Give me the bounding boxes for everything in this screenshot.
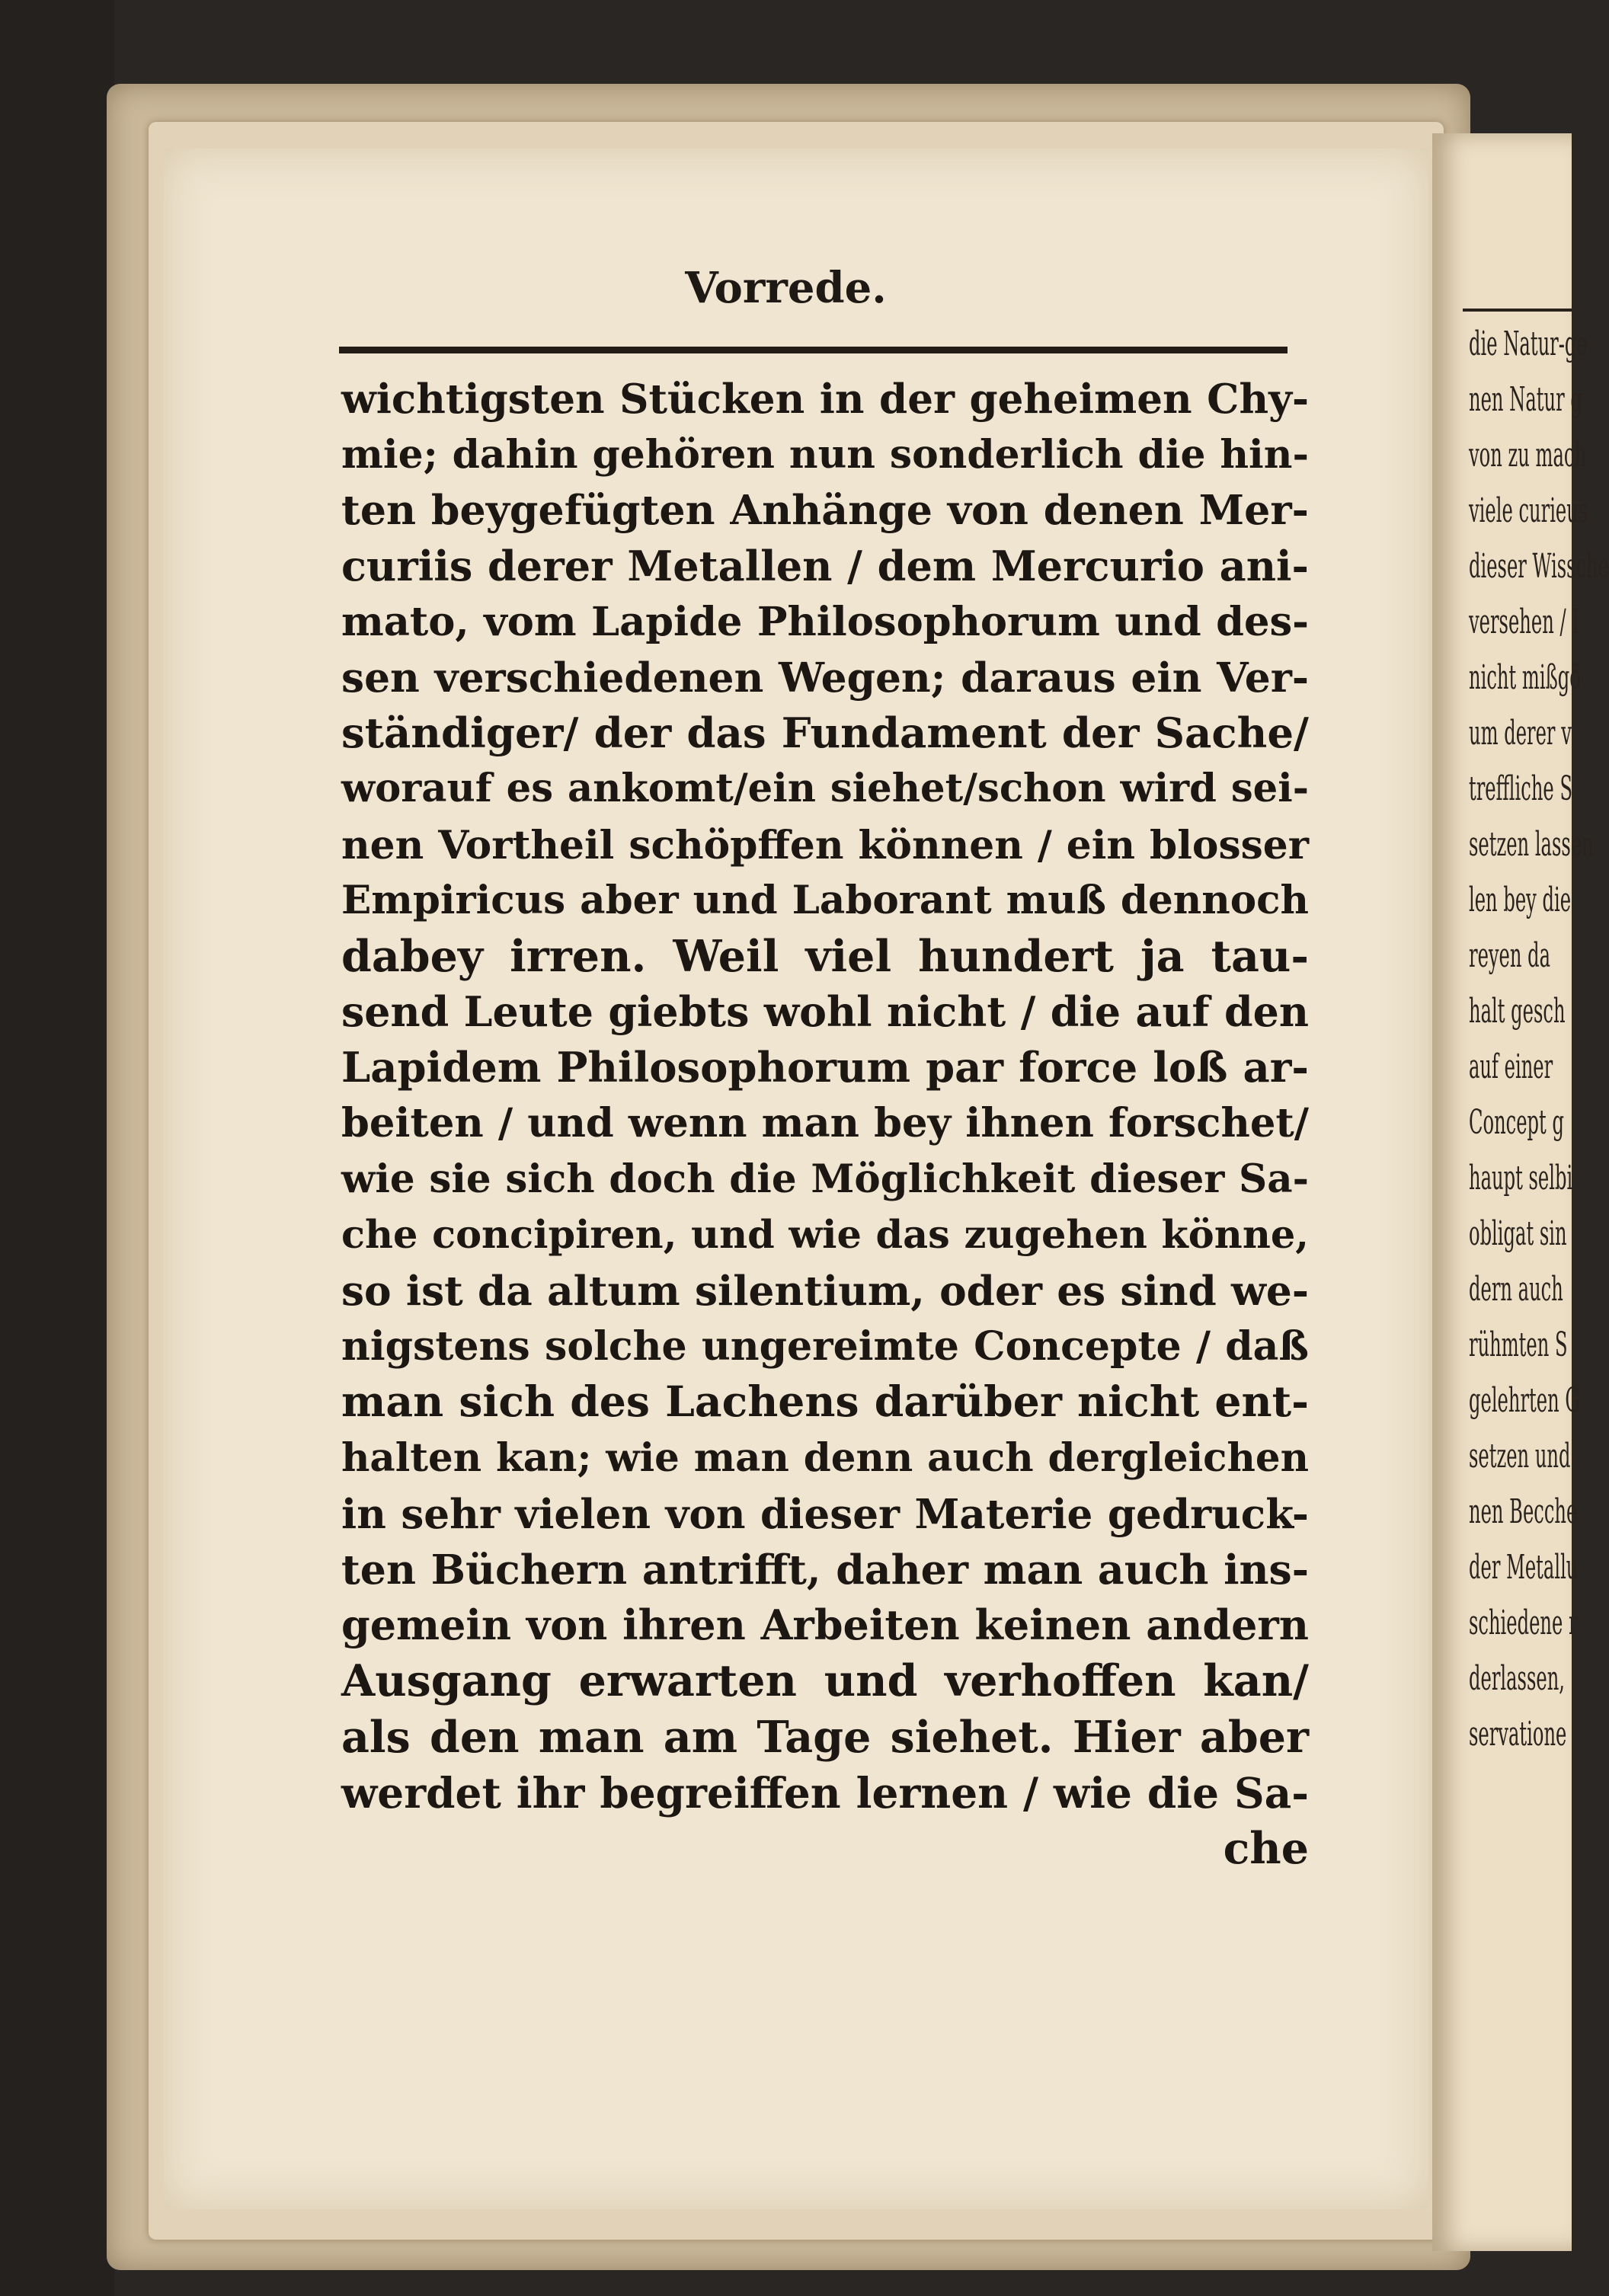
facing-text-line: gelehrten G xyxy=(1469,1381,1580,1420)
text-line: dabey irren. Weil viel hundert ja tau- xyxy=(341,930,1309,982)
text-line: sen verschiedenen Wegen; daraus ein Ver- xyxy=(341,653,1309,702)
facing-text-line: die Natur-ge xyxy=(1469,325,1588,363)
facing-page-fragment xyxy=(1432,133,1609,2251)
text-line: worauf es ankomt/ein siehet/schon wird sei- xyxy=(341,766,1309,812)
running-head xyxy=(0,263,1572,313)
facing-text-line: dieser Wissche xyxy=(1469,547,1609,586)
text-line: man sich des Lachens darüber nicht ent- xyxy=(341,1377,1309,1428)
facing-text-line: auf einer xyxy=(1469,1047,1553,1086)
text-line: Empiricus aber und Laborant muß dennoch xyxy=(341,877,1309,923)
text-line: wichtigsten Stücken in der geheimen Chy- xyxy=(341,375,1309,423)
facing-text-line: nen Natur g xyxy=(1469,380,1582,419)
text-line: werdet ihr begreiffen lernen / wie die Sa- xyxy=(341,1767,1309,1818)
text-line: als den man am Tage siehet. Hier aber xyxy=(341,1711,1309,1763)
facing-text-line: servatione xyxy=(1469,1715,1567,1754)
facing-text-line: obligat sin xyxy=(1469,1214,1567,1253)
text-line: che concipiren, und wie das zugehen könne, xyxy=(341,1211,1309,1258)
text-line: nigstens solche ungereimte Concepte / daß xyxy=(341,1323,1309,1370)
facing-text-line: um derer v xyxy=(1469,714,1572,753)
facing-text-line: derlassen, xyxy=(1469,1659,1565,1698)
text-line: so ist da altum silentium, oder es sind we- xyxy=(341,1267,1309,1315)
facing-text-line: treffliche S xyxy=(1469,769,1573,808)
facing-text-line: len bey die xyxy=(1469,881,1572,919)
text-line: Ausgang erwarten und verhoffen kan/ xyxy=(341,1655,1309,1707)
facing-text-line: rühmten S xyxy=(1469,1325,1568,1364)
facing-text-line: der Metallu xyxy=(1469,1548,1579,1587)
header-rule xyxy=(339,347,1288,353)
facing-text-line: versehen / I xyxy=(1469,603,1579,641)
text-line: ten Büchern antrifft, daher man auch ins- xyxy=(341,1545,1309,1594)
text-line: send Leute giebts wohl nicht / die auf den xyxy=(341,987,1309,1037)
facing-text-line: nen Becche xyxy=(1469,1492,1578,1531)
facing-text-line: Concept g xyxy=(1469,1103,1564,1142)
facing-text-line: haupt selbi xyxy=(1469,1159,1573,1198)
facing-text-line: schiedene r xyxy=(1469,1604,1578,1642)
text-line: mato, vom Lapide Philosophorum und des- xyxy=(341,598,1309,645)
facing-text-line: setzen und xyxy=(1469,1437,1571,1476)
text-line: wie sie sich doch die Möglichkeit dieser Sa- xyxy=(341,1156,1309,1202)
facing-text-line: dern auch xyxy=(1469,1270,1563,1309)
text-line: curiis derer Metallen / dem Mercurio ani- xyxy=(341,541,1309,590)
facing-page-text xyxy=(1469,316,1609,1762)
text-line: in sehr vielen von dieser Materie gedruck- xyxy=(341,1489,1309,1538)
catchword: che xyxy=(1223,1822,1309,1874)
text-line: ten beygefügten Anhänge von denen Mer- xyxy=(341,486,1309,535)
text-line: nen Vortheil schöpffen können / ein blosser xyxy=(341,821,1309,868)
facing-text-line: halt gesch xyxy=(1469,992,1566,1031)
facing-text-line: viele curieus xyxy=(1469,491,1588,530)
facing-text-line: setzen lassen xyxy=(1469,825,1594,864)
body-text-block xyxy=(341,371,1309,1876)
facing-text-line: von zu mach xyxy=(1469,436,1587,475)
text-line: gemein von ihren Arbeiten keinen andern xyxy=(341,1600,1309,1650)
facing-text-line: nicht mißgö xyxy=(1469,658,1581,697)
text-line: ständiger/ der das Fundament der Sache/ xyxy=(341,708,1309,758)
running-head-text: Vorrede. xyxy=(685,263,887,313)
facing-text-line: reyen da xyxy=(1469,936,1551,975)
text-line: mie; dahin gehören nun sonderlich die hin- xyxy=(341,431,1309,478)
background-surface xyxy=(0,0,114,2296)
text-line: halten kan; wie man denn auch dergleichen xyxy=(341,1434,1309,1481)
text-line: beiten / und wenn man bey ihnen forschet/ xyxy=(341,1099,1309,1147)
text-line: Lapidem Philosophorum par force loß ar- xyxy=(341,1043,1309,1092)
